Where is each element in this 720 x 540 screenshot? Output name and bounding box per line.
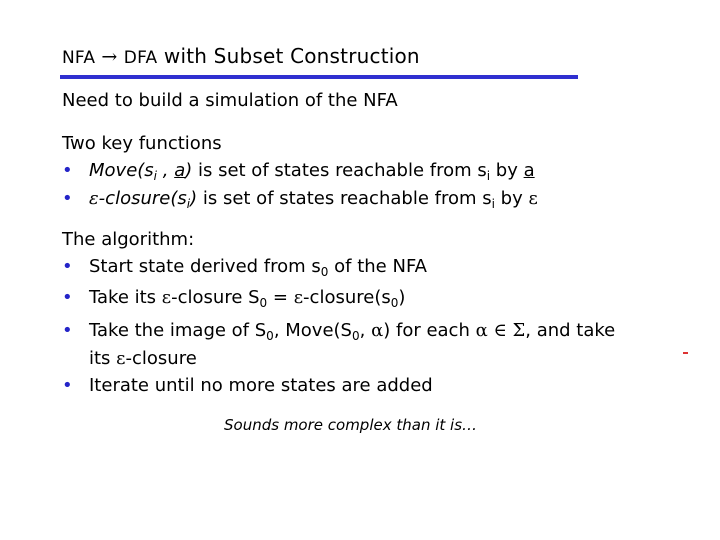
- sigma: Σ: [512, 320, 526, 341]
- step1-rest: of the NFA: [328, 256, 427, 277]
- step-start-state: [89, 256, 427, 279]
- algorithm-heading: The algorithm:: [62, 229, 195, 250]
- sub-i: i: [186, 197, 191, 211]
- paren: ): [190, 188, 198, 209]
- sub-0: 0: [266, 329, 274, 343]
- comma: ,: [157, 160, 175, 181]
- alpha: α: [371, 320, 384, 341]
- two-key-heading: Two key functions: [62, 133, 222, 154]
- bullet-dot: •: [62, 375, 73, 396]
- closure-fn: -closure(s: [98, 188, 187, 209]
- step3-mid3: ) for each: [383, 320, 476, 341]
- epsilon: ε: [89, 188, 99, 209]
- move-fn: Move(s: [89, 160, 154, 181]
- symbol-a: a: [174, 160, 186, 181]
- closure-desc: is set of states reachable from s: [197, 188, 492, 209]
- title-rule: [60, 75, 578, 79]
- bullet-dot: •: [62, 188, 73, 209]
- comma: ,: [359, 320, 372, 341]
- paren: ): [185, 160, 193, 181]
- title-nfa: NFA: [62, 48, 96, 68]
- sub-i: i: [486, 169, 491, 183]
- sub-0: 0: [259, 296, 268, 310]
- step-image: [89, 320, 615, 343]
- bullet-dot: •: [62, 320, 73, 341]
- step2-pre: Take its: [89, 287, 162, 308]
- epsilon: ε: [161, 287, 172, 308]
- epsilon: ε: [528, 188, 538, 209]
- alpha: α: [475, 320, 488, 341]
- sub-0: 0: [390, 296, 399, 310]
- by: by: [490, 160, 524, 181]
- step3-pre: Take the image of S: [89, 320, 267, 341]
- sub-0: 0: [320, 265, 329, 279]
- title-arrow-icon: →: [95, 46, 124, 68]
- intro-line: Need to build a simulation of the NFA: [62, 90, 398, 111]
- step2-post: -closure(s: [303, 287, 391, 308]
- element-of: ∈: [487, 320, 513, 341]
- by: by: [494, 188, 529, 209]
- step1-text: Start state derived from s: [89, 256, 321, 277]
- step3-mid: , Move(S: [273, 320, 352, 341]
- bullet-move: [89, 160, 535, 183]
- step-iterate: Iterate until no more states are added: [89, 375, 433, 396]
- red-mark: [683, 352, 688, 354]
- bullet-dot: •: [62, 256, 73, 277]
- paren: ): [398, 287, 406, 308]
- step3-line2-post: -closure: [125, 348, 197, 369]
- sub-i: i: [153, 169, 158, 183]
- move-desc: is set of states reachable from s: [192, 160, 487, 181]
- slide-title: [62, 44, 420, 68]
- step-image-cont: [89, 348, 197, 369]
- sub-0: 0: [351, 329, 360, 343]
- title-rest: with Subset Construction: [157, 44, 420, 68]
- step3-line2-pre: its: [89, 348, 117, 369]
- epsilon: ε: [116, 348, 126, 369]
- step3-post: , and take: [525, 320, 616, 341]
- sub-i: i: [491, 197, 495, 211]
- step2-mid: -closure S: [171, 287, 260, 308]
- footer-note: Sounds more complex than it is…: [224, 416, 478, 434]
- step-eclosure: [89, 287, 405, 310]
- equals: =: [267, 287, 294, 308]
- epsilon: ε: [293, 287, 304, 308]
- symbol-a: a: [523, 160, 535, 181]
- title-dfa: DFA: [123, 48, 158, 68]
- bullet-dot: •: [62, 287, 73, 308]
- bullet-eclosure: [89, 188, 538, 211]
- bullet-dot: •: [62, 160, 73, 181]
